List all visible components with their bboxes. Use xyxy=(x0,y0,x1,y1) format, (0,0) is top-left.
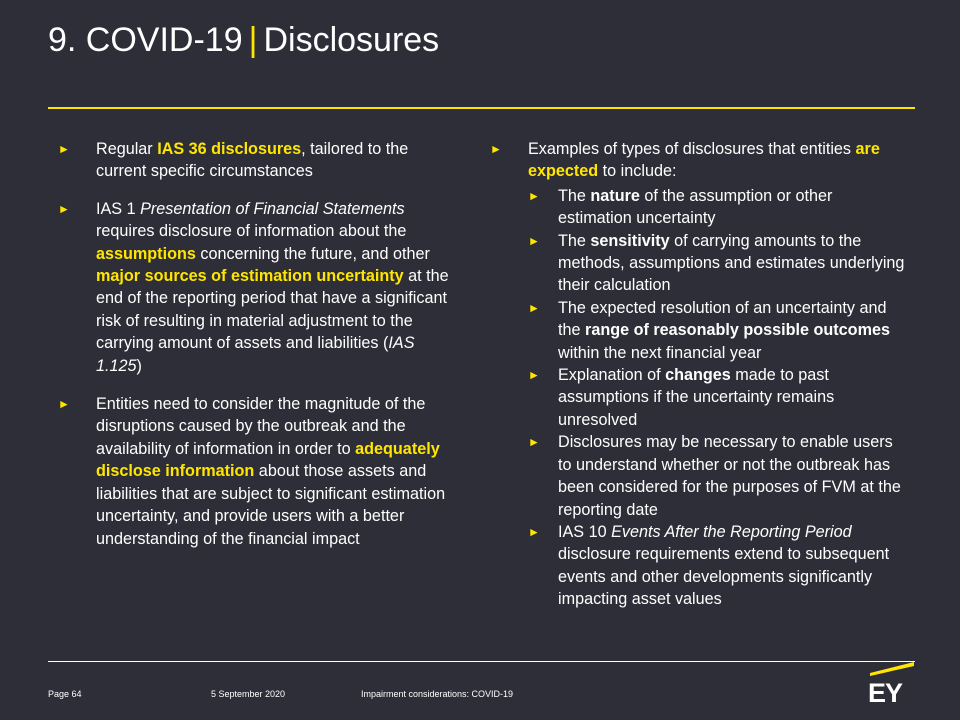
italic-text: IAS 1.125 xyxy=(96,334,415,375)
highlight-text: adequately disclose information xyxy=(96,439,440,481)
footer-page-number: Page 64 xyxy=(48,689,82,699)
bullet-item-ias36 xyxy=(58,138,458,183)
ey-logo-beam-icon xyxy=(866,662,916,676)
title-separator: | xyxy=(248,21,258,59)
text: to include: xyxy=(598,162,677,181)
bullet-arrow-icon: ► xyxy=(58,142,70,156)
bold-text: range of reasonably possible outcomes xyxy=(585,321,890,340)
text: The xyxy=(558,231,591,250)
sub-bullet-resolution xyxy=(528,297,910,364)
bold-text: changes xyxy=(665,366,731,385)
bullet-arrow-icon: ► xyxy=(528,188,540,203)
footer-divider xyxy=(48,661,915,662)
page-title xyxy=(48,18,439,62)
text: , tailored to the current specific circumstances xyxy=(96,140,409,181)
sub-bullet-ias10 xyxy=(528,521,910,611)
title-sub: Disclosures xyxy=(263,21,440,59)
title-main: 9. COVID-19 xyxy=(48,21,243,59)
bullet-arrow-icon: ► xyxy=(490,142,502,156)
italic-text: Events After the Reporting Period xyxy=(611,522,852,541)
bullet-arrow-icon: ► xyxy=(528,300,540,315)
text: IAS 10 xyxy=(558,522,612,541)
bullet-item-examples xyxy=(490,138,910,611)
left-column xyxy=(58,138,458,565)
header-divider xyxy=(48,107,915,109)
text: concerning the future, and other xyxy=(195,244,430,263)
bullet-arrow-icon: ► xyxy=(58,201,70,216)
highlight-text: IAS 36 disclosures xyxy=(157,140,302,158)
footer-date: 5 September 2020 xyxy=(211,689,286,699)
ey-logo-letters: EY xyxy=(868,678,903,708)
bullet-arrow-icon: ► xyxy=(528,368,540,383)
sub-bullet-sensitivity xyxy=(528,230,910,297)
sub-bullet-list xyxy=(528,185,910,611)
footer-document-title: Impairment considerations: COVID-19 xyxy=(361,689,514,699)
bold-text: nature xyxy=(590,186,640,205)
text: requires disclosure of information about the xyxy=(96,222,407,241)
highlight-text: are expected xyxy=(528,140,880,181)
bullet-arrow-icon: ► xyxy=(58,397,70,412)
text: ) xyxy=(136,356,142,375)
text: made to past assumptions if the uncertainty remains unresolved xyxy=(558,366,835,429)
text: Disclosures may be necessary to enable users to understand whether or not the outbreak has been considered for the purposes of FVM at the reporting date xyxy=(558,433,901,519)
bullet-arrow-icon: ► xyxy=(528,435,540,450)
text: within the next financial year xyxy=(558,343,762,362)
bullet-item-ias1 xyxy=(58,198,458,377)
sub-bullet-changes xyxy=(528,364,910,431)
text: The expected resolution of an uncertainty and the xyxy=(558,298,887,340)
text: disclosure requirements extend to subsequent events and other developments significantly impacting asset values xyxy=(558,545,890,609)
text: about those assets and liabilities that are subject to significant estimation uncertainty, and provide users with a better understanding of the financial impact xyxy=(96,462,446,548)
bold-text: sensitivity xyxy=(590,231,670,250)
text: The xyxy=(558,186,591,205)
text: Explanation of xyxy=(558,366,666,385)
bullet-arrow-icon: ► xyxy=(528,233,540,248)
bullet-item-magnitude xyxy=(58,393,458,550)
sub-bullet-fvm xyxy=(528,431,910,521)
sub-bullet-nature xyxy=(528,185,910,230)
highlight-text: assumptions xyxy=(96,244,196,263)
italic-text: Presentation of Financial Statements xyxy=(140,199,405,218)
text: of the assumption or other estimation uncertainty xyxy=(558,186,833,228)
bullet-arrow-icon: ► xyxy=(528,524,540,539)
text: Examples of types of disclosures that entities xyxy=(528,140,856,158)
text: Regular xyxy=(96,140,158,158)
text: at the end of the reporting period that have a significant risk of resulting in material adjustment to the carrying amount of assets and liabilities ( xyxy=(96,267,449,353)
highlight-text: major sources of estimation uncertainty xyxy=(96,267,404,286)
text: of carrying amounts to the methods, assumptions and estimates underlying their calculation xyxy=(558,231,905,295)
ey-logo-icon xyxy=(866,662,916,710)
text: IAS 1 xyxy=(96,199,141,218)
text: Entities need to consider the magnitude of the disruptions caused by the outbreak and the availability of information in order to xyxy=(96,395,426,458)
right-column xyxy=(490,138,910,611)
